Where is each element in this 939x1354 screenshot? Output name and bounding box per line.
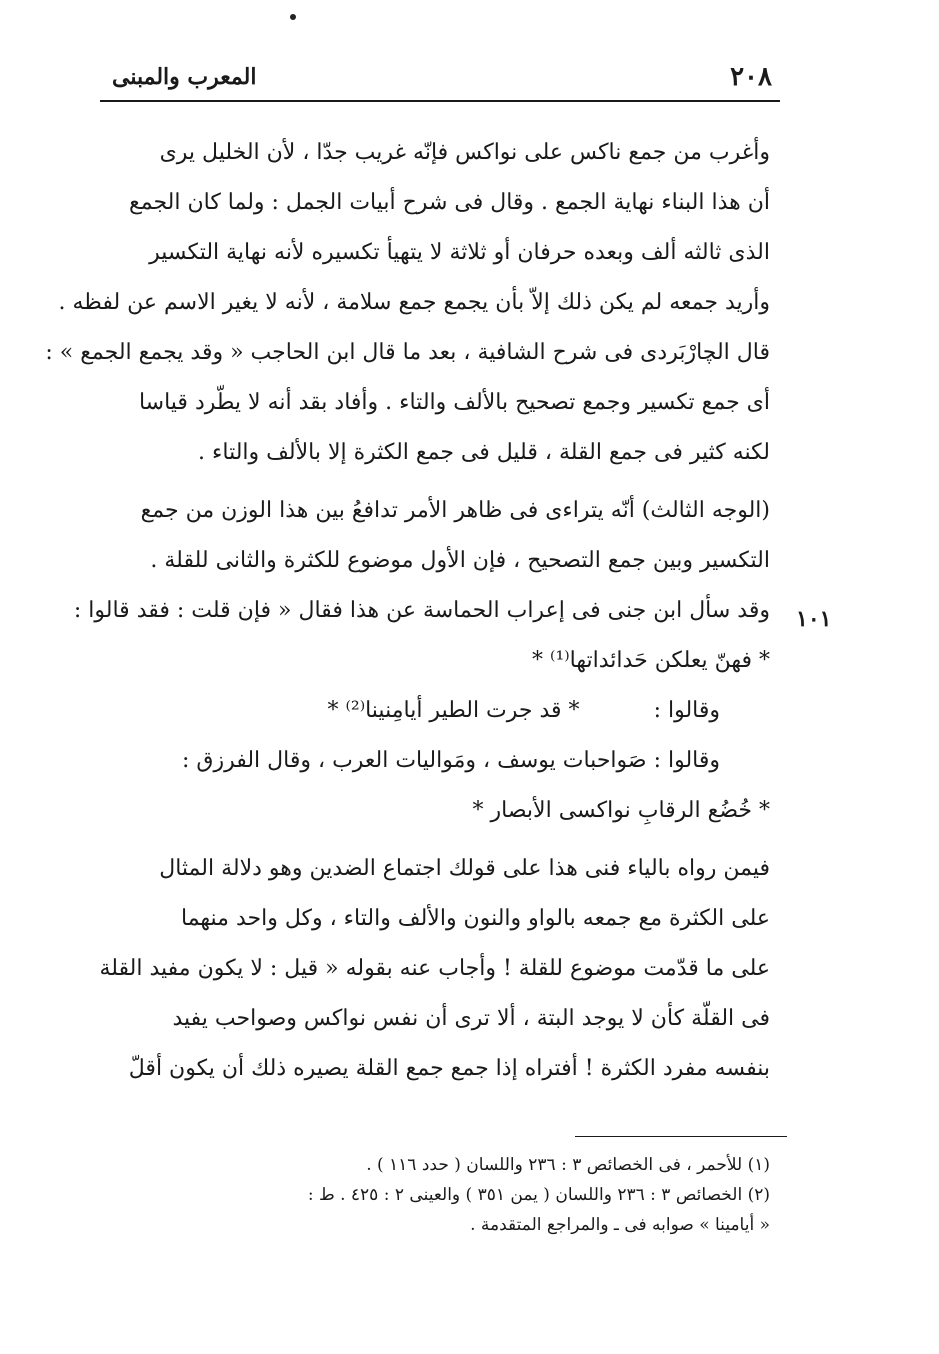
text-line: فى القلّة كأن لا يوجد البتة ، ألا ترى أن نفس نواكس وصواحب يفيد (172, 1006, 770, 1031)
text-line: وقد سأل ابن جنى فى إعراب الحماسة عن هذا فقال « فإن قلت : فقد قالوا : (73, 598, 770, 623)
text-line: بنفسه مفرد الكثرة ! أفتراه إذا جمع جمع القلة يصيره ذلك أن يكون أقلّ (128, 1056, 770, 1081)
running-title: المعرب والمبنى (112, 64, 257, 90)
text-line: وقالوا : صَواحبات يوسف ، ومَواليات العرب ، وقال الفرزق : (181, 748, 720, 773)
footnote: (١) للأحمر ، فى الخصائص ٣ : ٢٣٦ واللسان ( حدد ١١٦ ) . (366, 1155, 770, 1175)
text-line: قال الچارْبَردى فى شرح الشافية ، بعد ما قال ابن الحاجب « وقد يجمع الجمع » : (45, 340, 770, 365)
text-line: فيمن رواه بالياء فنى هذا على قولك اجتماع الضدين وهو دلالة المثال (159, 856, 770, 881)
paragraph-gap (118, 836, 770, 844)
text-line: وأريد جمعه لم يكن ذلك إلاّ بأن يجمع جمع سلامة ، لأنه لا يغير الاسم عن لفظه . (58, 290, 770, 315)
footnotes (130, 1150, 770, 1240)
text-line: الذى ثالثه ألف وبعده حرفان أو ثلاثة لا يتهيأ تكسيره لأنه نهاية التكسير (149, 240, 770, 265)
header-rule (100, 100, 780, 102)
main-text (45, 128, 770, 1094)
text-line: على ما قدّمت موضوع للقلة ! وأجاب عنه بقوله « قيل : لا يكون مفيد القلة (99, 956, 770, 981)
text-line: على الكثرة مع جمعه بالواو والنون والألف والتاء ، وكل واحد منهما (180, 906, 770, 931)
footnote: « أيامينا » صوابه فى ـ والمراجع المتقدمة . (470, 1215, 770, 1235)
paragraph-gap (118, 478, 770, 486)
text-line: وأغرب من جمع ناكس على نواكس فإنّه غريب جدّا ، لأن الخليل يرى (159, 140, 770, 165)
page-header (100, 62, 780, 102)
text-line: التكسير وبين جمع التصحيح ، فإن الأول موضوع للكثرة والثانى للقلة . (150, 548, 770, 573)
footnote: (٢) الخصائص ٣ : ٢٣٦ واللسان ( يمن ٣٥١ ) والعينى ٢ : ٤٢٥ . ط : (307, 1185, 770, 1205)
verse-text: * قد جرت الطير أيامِنينا⁽²⁾ * (327, 698, 580, 723)
verse-line-with-prefix (118, 686, 770, 736)
verse-line: * فهنّ يعلكن حَدائداتها⁽¹⁾ * (532, 648, 770, 673)
text-line: (الوجه الثالث) أنّه يتراءى فى ظاهر الأمر تدافعُ بين هذا الوزن من جمع (140, 498, 770, 523)
page-number: ٢٠٨ (730, 62, 772, 92)
print-speck (290, 14, 296, 20)
verse-prefix: وقالوا : (653, 698, 720, 723)
margin-number: ١٠١ (796, 606, 832, 632)
text-line: لكنه كثير فى جمع القلة ، قليل فى جمع الكثرة إلا بالألف والتاء . (198, 440, 770, 465)
footnote-rule (575, 1136, 787, 1137)
verse-line: * خُضُع الرقابِ نواكسى الأبصار * (472, 798, 770, 823)
text-line: أى جمع تكسير وجمع تصحيح بالألف والتاء . وأفاد بقد أنه لا يطّرد قياسا (138, 390, 770, 415)
text-line: أن هذا البناء نهاية الجمع . وقال فى شرح أبيات الجمل : ولما كان الجمع (129, 190, 770, 215)
